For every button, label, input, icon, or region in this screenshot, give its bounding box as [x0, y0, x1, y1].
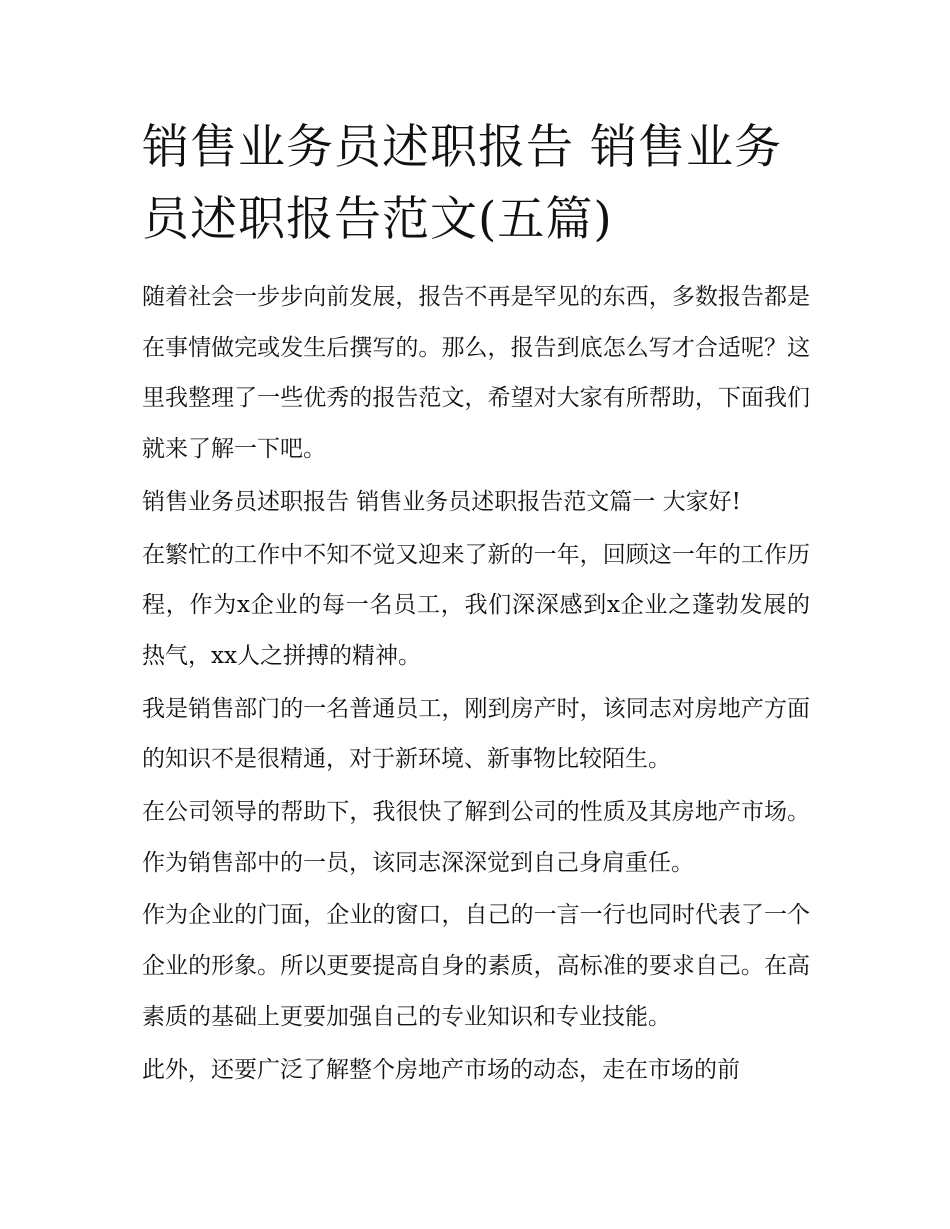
- intro-paragraph: 随着社会一步步向前发展，报告不再是罕见的东西，多数报告都是在事情做完或发生后撰写的。那么，报告到底怎么写才合适呢？这里我整理了一些优秀的报告范文，希望对大家有所帮助，下面我们就来了解一下吧。: [142, 284, 810, 463]
- document-content: [142, 112, 810, 1095]
- body-paragraph: 作为企业的门面，企业的窗口，自己的一言一行也同时代表了一个企业的形象。所以更要提高自身的素质，高标准的要求自己。在高素质的基础上更要加强自己的专业知识和专业技能。: [142, 902, 810, 1030]
- body-paragraph: 此外，还要广泛了解整个房地产市场的动态，走在市场的前: [142, 1056, 740, 1083]
- body-paragraph: 在繁忙的工作中不知不觉又迎来了新的一年，回顾这一年的工作历程，作为x企业的每一名员工，我们深深感到x企业之蓬勃发展的热气，xx人之拼搏的精神。: [142, 541, 810, 669]
- body-paragraph: 我是销售部门的一名普通员工，刚到房产时，该同志对房地产方面的知识不是很精通，对于新环境、新事物比较陌生。: [142, 695, 810, 773]
- section-heading-paragraph: 销售业务员述职报告 销售业务员述职报告范文篇一 大家好!: [142, 488, 741, 515]
- body-paragraph: 在公司领导的帮助下，我很快了解到公司的性质及其房地产市场。作为销售部中的一员，该同志深深觉到自己身肩重任。: [142, 799, 810, 876]
- document-title: 销售业务员述职报告 销售业务员述职报告范文(五篇): [142, 120, 782, 247]
